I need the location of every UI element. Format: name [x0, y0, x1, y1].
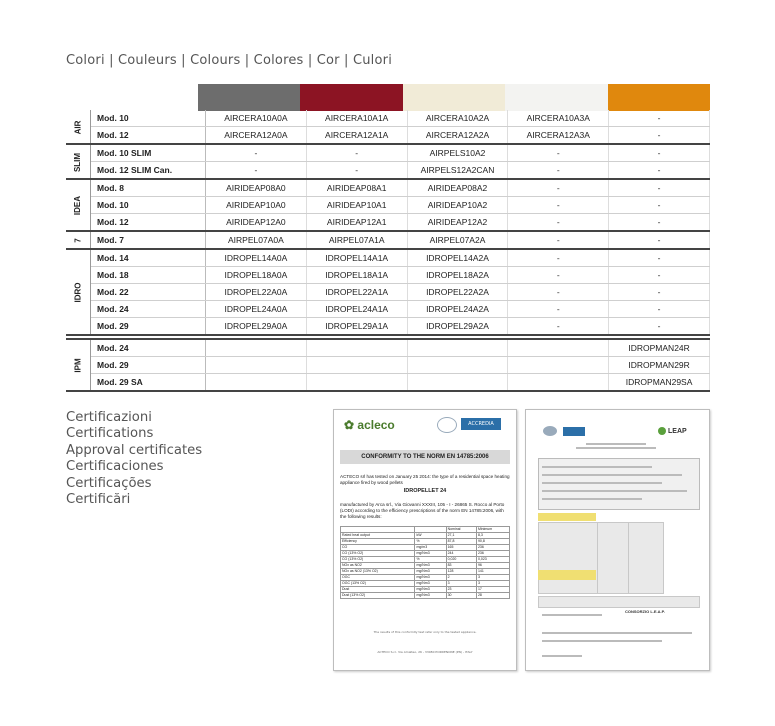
product-code: - [508, 301, 609, 318]
product-code: AIRIDEAP10A0 [206, 197, 307, 214]
product-code: - [609, 127, 710, 145]
certification-label: Certifications [66, 426, 154, 442]
model-name: Mod. 29 [91, 357, 206, 374]
leap-logo: LEAP [658, 427, 687, 435]
product-code: AIRCERA12A0A [206, 127, 307, 145]
results-cell: % [415, 557, 446, 563]
product-code: - [508, 267, 609, 284]
product-code [407, 374, 508, 392]
highlight-band [538, 513, 596, 521]
certification-label: Certificaciones [66, 459, 164, 475]
certifications-list [66, 410, 202, 508]
results-cell: 23 [446, 587, 476, 593]
table-row [66, 110, 710, 127]
product-code: AIRCERA12A3A [508, 127, 609, 145]
product-code: IDROPMAN29SA [609, 374, 710, 392]
results-row [341, 593, 510, 599]
summary-row [538, 596, 700, 608]
table-row [66, 301, 710, 318]
product-code [508, 339, 609, 357]
text-line [576, 447, 656, 449]
accredia-logo: ACCREDIA [461, 418, 501, 430]
product-code: IDROPEL24A0A [206, 301, 307, 318]
family-name: IDRO [73, 282, 83, 303]
family-label [66, 179, 91, 231]
conformity-certificate-document [333, 409, 517, 671]
leap-certificate-document [525, 409, 710, 671]
model-name: Mod. 14 [91, 249, 206, 267]
results-cell: CO (13% O2) [341, 557, 415, 563]
product-code: IDROPEL14A1A [306, 249, 407, 267]
value-column [628, 522, 664, 594]
certificate-footer-note: The results of this conformity test refer only to the tested appliance. [373, 630, 477, 634]
round-seal-icon [543, 426, 557, 436]
family-label [66, 110, 91, 144]
results-cell: 90,8 [476, 539, 509, 545]
results-cell: 28 [476, 593, 509, 599]
table-row [66, 339, 710, 357]
results-cell: 8,3 [476, 533, 509, 539]
product-code: AIRIDEAP12A2 [407, 214, 508, 232]
results-cell: OGC [341, 575, 415, 581]
intro-paragraph: ACTECO srl has tested on January 25 2014: the type of a residential space heating appliance fired by wood pellets [340, 474, 510, 485]
product-code: - [508, 197, 609, 214]
family-label [66, 339, 91, 391]
product-code: - [206, 144, 307, 162]
product-code: IDROPEL22A1A [306, 284, 407, 301]
product-code: IDROPMAN29R [609, 357, 710, 374]
results-cell: NOx as NO2 (13% O2) [341, 569, 415, 575]
results-cell: 3 [476, 575, 509, 581]
product-code: - [609, 249, 710, 267]
product-code: AIRIDEAP10A1 [306, 197, 407, 214]
product-code: - [508, 144, 609, 162]
text-line [586, 443, 646, 445]
product-code: AIRCERA12A1A [306, 127, 407, 145]
product-code [407, 357, 508, 374]
model-name: Mod. 10 [91, 110, 206, 127]
product-code: IDROPEL24A1A [306, 301, 407, 318]
table-row [66, 374, 710, 392]
product-code: - [306, 162, 407, 180]
value-column [597, 522, 629, 594]
colour-swatches [198, 84, 710, 111]
model-name: Mod. 29 [91, 318, 206, 336]
accredia-logo [563, 427, 585, 436]
product-code: - [609, 267, 710, 284]
results-cell: Dust (13% O2) [341, 593, 415, 599]
colour-swatch [505, 84, 607, 111]
results-cell: 165 [446, 545, 476, 551]
results-cell: mg/Nm3 [415, 581, 446, 587]
product-code: AIRCERA10A0A [206, 110, 307, 127]
product-code: - [609, 284, 710, 301]
product-code: - [609, 162, 710, 180]
table-row [66, 318, 710, 336]
product-code: AIRCERA10A1A [306, 110, 407, 127]
certificate-footer-address: ACTECO S.r.l. Via Amalteo, 26 - 33080 PORDENONE (PN) - ITALY [377, 650, 473, 654]
product-code: IDROPEL18A1A [306, 267, 407, 284]
model-name: Mod. 12 [91, 127, 206, 145]
results-table [340, 526, 510, 599]
certification-label: Approval certificates [66, 442, 203, 458]
product-code [206, 374, 307, 392]
results-cell: 141 [476, 569, 509, 575]
table-row [66, 144, 710, 162]
family-label [66, 231, 91, 249]
results-cell: 0,020 [446, 557, 476, 563]
product-code: - [609, 110, 710, 127]
product-code: AIRIDEAP08A1 [306, 179, 407, 197]
product-code: AIRCERA10A2A [407, 110, 508, 127]
text-line [542, 655, 582, 657]
results-header-cell: Nominal [446, 527, 476, 533]
table-row [66, 249, 710, 267]
results-cell: NOx as NO2 [341, 563, 415, 569]
product-code: - [609, 214, 710, 232]
colour-swatch [608, 84, 710, 111]
product-code: AIRCERA12A2A [407, 127, 508, 145]
model-name: Mod. 29 SA [91, 374, 206, 392]
results-cell: mg/Nm3 [415, 563, 446, 569]
product-code: IDROPMAN24R [609, 339, 710, 357]
family-name: SLIM [73, 152, 83, 172]
highlight-band [538, 570, 596, 580]
product-code [306, 374, 407, 392]
product-code: IDROPEL29A1A [306, 318, 407, 336]
results-cell: 3 [446, 581, 476, 587]
table-row [66, 179, 710, 197]
product-code: - [508, 162, 609, 180]
product-code: IDROPEL29A0A [206, 318, 307, 336]
family-label [66, 249, 91, 335]
acleco-logo: ✿ acleco [344, 418, 395, 432]
product-code: - [508, 214, 609, 232]
product-code [508, 357, 609, 374]
product-code [306, 357, 407, 374]
product-code: AIRPEL07A2A [407, 231, 508, 249]
product-code: - [508, 284, 609, 301]
results-cell: 30 [446, 593, 476, 599]
model-name: Mod. 24 [91, 301, 206, 318]
results-cell: CO (13% O2) [341, 551, 415, 557]
results-cell: % [415, 539, 446, 545]
text-line [542, 482, 662, 484]
results-header-cell: Minimum [476, 527, 509, 533]
text-line [542, 490, 687, 492]
results-cell: 83 [446, 563, 476, 569]
product-code: IDROPEL14A2A [407, 249, 508, 267]
results-cell: 27,1 [446, 533, 476, 539]
certification-label: Certificações [66, 475, 152, 491]
product-code: - [609, 318, 710, 336]
colour-swatch [403, 84, 505, 111]
product-code: AIRIDEAP10A2 [407, 197, 508, 214]
product-code: IDROPEL18A0A [206, 267, 307, 284]
product-code: - [306, 144, 407, 162]
text-line [542, 466, 652, 468]
text-line [542, 614, 602, 616]
product-code: IDROPEL22A0A [206, 284, 307, 301]
model-name: Mod. 22 [91, 284, 206, 301]
signatory-name: CONSORZIO L.E.A.P. [625, 609, 665, 614]
table-row [66, 197, 710, 214]
results-cell: Efficiency [341, 539, 415, 545]
product-code: AIRIDEAP08A2 [407, 179, 508, 197]
results-cell: mg/m3 [415, 545, 446, 551]
product-code: AIRIDEAP12A0 [206, 214, 307, 232]
table-row [66, 214, 710, 232]
product-code: AIRIDEAP08A0 [206, 179, 307, 197]
product-code: - [508, 249, 609, 267]
product-code [306, 339, 407, 357]
model-name: Mod. 24 [91, 339, 206, 357]
product-code: - [609, 144, 710, 162]
results-cell: 3 [476, 581, 509, 587]
colours-heading: Colori | Couleurs | Colours | Colores | Cor | Culori [66, 53, 393, 68]
product-code: AIRPELS10A2 [407, 144, 508, 162]
family-name: AIR [73, 120, 83, 134]
table-row [66, 284, 710, 301]
family-name: 7 [73, 238, 83, 243]
results-cell: 0,023 [476, 557, 509, 563]
model-name: Mod. 7 [91, 231, 206, 249]
product-code: - [609, 301, 710, 318]
product-name: IDROPELLET 24 [403, 488, 447, 494]
text-line [542, 632, 692, 634]
parameter-column [538, 522, 598, 594]
results-cell: 236 [476, 551, 509, 557]
text-line [542, 498, 642, 500]
results-cell: Rated heat output [341, 533, 415, 539]
results-cell: mg/Nm3 [415, 551, 446, 557]
results-cell: mg/Nm3 [415, 587, 446, 593]
product-code: - [508, 318, 609, 336]
leap-leaf-icon [658, 427, 666, 435]
results-cell: 17 [476, 587, 509, 593]
family-name: IPM [73, 358, 83, 373]
results-cell: 87,8 [446, 539, 476, 545]
results-cell: 244 [446, 551, 476, 557]
text-line [542, 640, 662, 642]
certification-label: Certificări [66, 492, 131, 508]
product-code [206, 357, 307, 374]
results-cell: kW [415, 533, 446, 539]
family-name: IDEA [73, 195, 83, 216]
results-cell: OGC (13% O2) [341, 581, 415, 587]
product-code: IDROPEL29A2A [407, 318, 508, 336]
model-name: Mod. 10 [91, 197, 206, 214]
results-cell: mg/Nm3 [415, 593, 446, 599]
results-cell: 236 [476, 545, 509, 551]
product-code: AIRIDEAP12A1 [306, 214, 407, 232]
product-code: - [508, 231, 609, 249]
results-cell: Dust [341, 587, 415, 593]
product-code: - [609, 231, 710, 249]
product-code [508, 374, 609, 392]
colour-swatch [300, 84, 402, 111]
model-name: Mod. 8 [91, 179, 206, 197]
manufacturer-paragraph: manufactured by Arca srl., Via Giovanni XXXIII, 105 - I - 26865 S. Rocco al Porto (LODI) according to the efficiency prescriptions of the norm EN 14785:2006, with the following results: [340, 502, 505, 519]
model-name: Mod. 12 [91, 214, 206, 232]
results-cell: 2 [446, 575, 476, 581]
product-code: AIRPEL07A0A [206, 231, 307, 249]
product-code: - [609, 197, 710, 214]
table-row [66, 267, 710, 284]
product-code: AIRPEL07A1A [306, 231, 407, 249]
results-cell: mg/Nm3 [415, 569, 446, 575]
product-code: IDROPEL24A2A [407, 301, 508, 318]
text-line [542, 474, 682, 476]
results-cell: mg/Nm3 [415, 575, 446, 581]
product-code: - [206, 162, 307, 180]
table-row [66, 231, 710, 249]
product-code [407, 339, 508, 357]
product-code: AIRCERA10A3A [508, 110, 609, 127]
model-name: Mod. 10 SLIM [91, 144, 206, 162]
product-code: IDROPEL14A0A [206, 249, 307, 267]
table-row [66, 127, 710, 145]
colour-swatch [198, 84, 300, 111]
product-code: AIRPELS12A2CAN [407, 162, 508, 180]
family-label [66, 144, 91, 179]
product-code: IDROPEL22A2A [407, 284, 508, 301]
results-cell: 128 [446, 569, 476, 575]
results-cell: 96 [476, 563, 509, 569]
product-code: IDROPEL18A2A [407, 267, 508, 284]
product-code-table [66, 110, 710, 392]
conformity-title: CONFORMITY TO THE NORM EN 14785:2006 [340, 450, 510, 464]
product-code: - [609, 179, 710, 197]
product-code: - [508, 179, 609, 197]
model-name: Mod. 12 SLIM Can. [91, 162, 206, 180]
certification-label: Certificazioni [66, 410, 152, 425]
round-seal-icon [437, 417, 457, 433]
table-row [66, 357, 710, 374]
results-cell: CO [341, 545, 415, 551]
model-name: Mod. 18 [91, 267, 206, 284]
table-row [66, 162, 710, 180]
product-code [206, 339, 307, 357]
